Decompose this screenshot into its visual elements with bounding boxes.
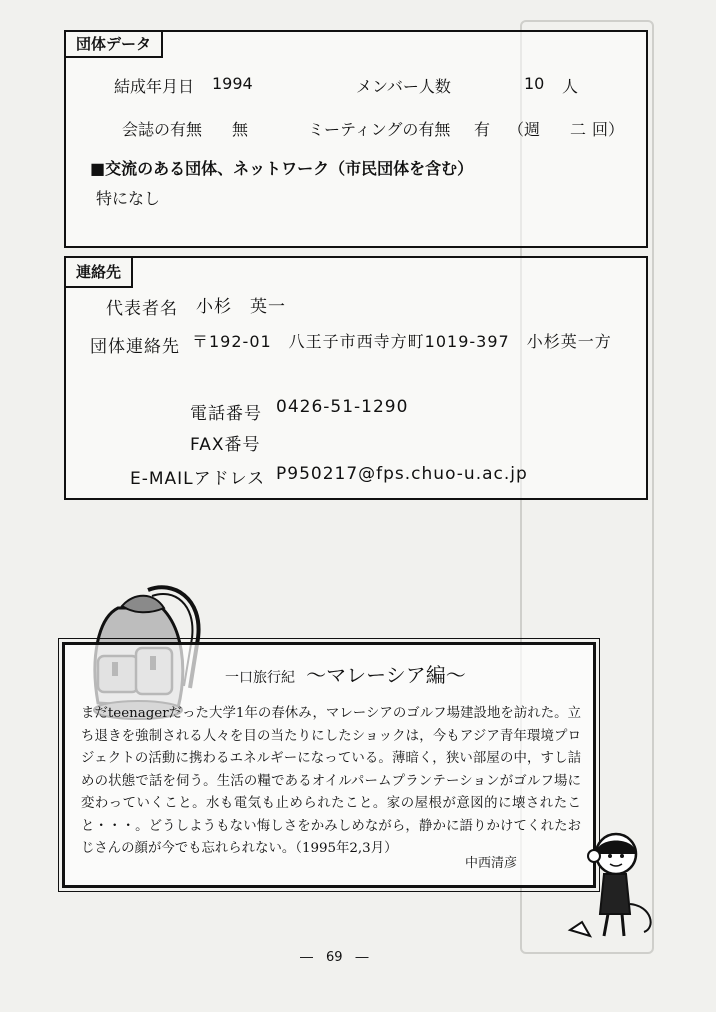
network-value: 特になし	[96, 189, 161, 208]
phone-label: 電話番号	[190, 404, 262, 424]
representative-label: 代表者名	[106, 299, 178, 319]
story-prefix: 一口旅行紀	[225, 670, 295, 686]
story-author: 中西清彦	[465, 856, 518, 871]
meeting-frequency-open: （週	[508, 120, 541, 139]
story-body: まだteenagerだった大学1年の春休み，マレーシアのゴルフ場建設地を訪れた。立ち退きを強制される人々を目の当たりにしたショックは，今もアジア青年環境プロジェクトの活動に携わるエネルギーになっている。薄暗く，狭い部屋の中，すし詰めの状態で話を伺う。生活の糧であるオイルパームプランテーションがゴルフ場に変わっていくこと。水も電気も止められたこと。家の屋根が意図的に壊されたこと・・・。どうしようもない悔しさをかみしめながら，静かに語りかけてくれたおじさんの顔が今でも忘れられない。（1995年2,3月）	[81, 706, 581, 856]
address-label: 団体連絡先	[90, 337, 180, 357]
page-number: ― 69 ―	[300, 950, 369, 965]
meeting-frequency-close: 回）	[592, 120, 625, 139]
group-data-title: 団体データ	[66, 32, 163, 58]
meeting-label: ミーティングの有無	[308, 120, 451, 139]
meeting-frequency-value: 二	[570, 120, 587, 139]
address-value: 〒192-01 八王子市西寺方町1019-397 小杉英一方	[192, 332, 612, 351]
story-title: ～マレーシア編～	[306, 663, 466, 687]
phone-value: 0426-51-1290	[276, 397, 409, 417]
email-label: E-MAILアドレス	[130, 469, 266, 489]
members-label: メンバー人数	[356, 77, 451, 96]
members-unit: 人	[562, 77, 579, 96]
established-value: 1994	[212, 74, 253, 93]
contact-title: 連絡先	[66, 258, 133, 288]
monkey-character-illustration	[560, 828, 670, 948]
bulletin-value: 無	[232, 120, 249, 139]
bulletin-label: 会誌の有無	[122, 120, 203, 139]
representative-value: 小杉 英一	[196, 297, 286, 317]
email-value: P950217@fps.chuo-u.ac.jp	[276, 464, 528, 484]
established-label: 結成年月日	[114, 77, 195, 96]
meeting-value: 有	[474, 120, 491, 139]
members-value: 10	[524, 74, 545, 93]
fax-label: FAX番号	[190, 435, 261, 455]
network-label: ■交流のある団体、ネットワーク（市民団体を含む）	[90, 159, 474, 178]
travel-story-box	[62, 642, 596, 888]
story-heading	[225, 659, 466, 688]
